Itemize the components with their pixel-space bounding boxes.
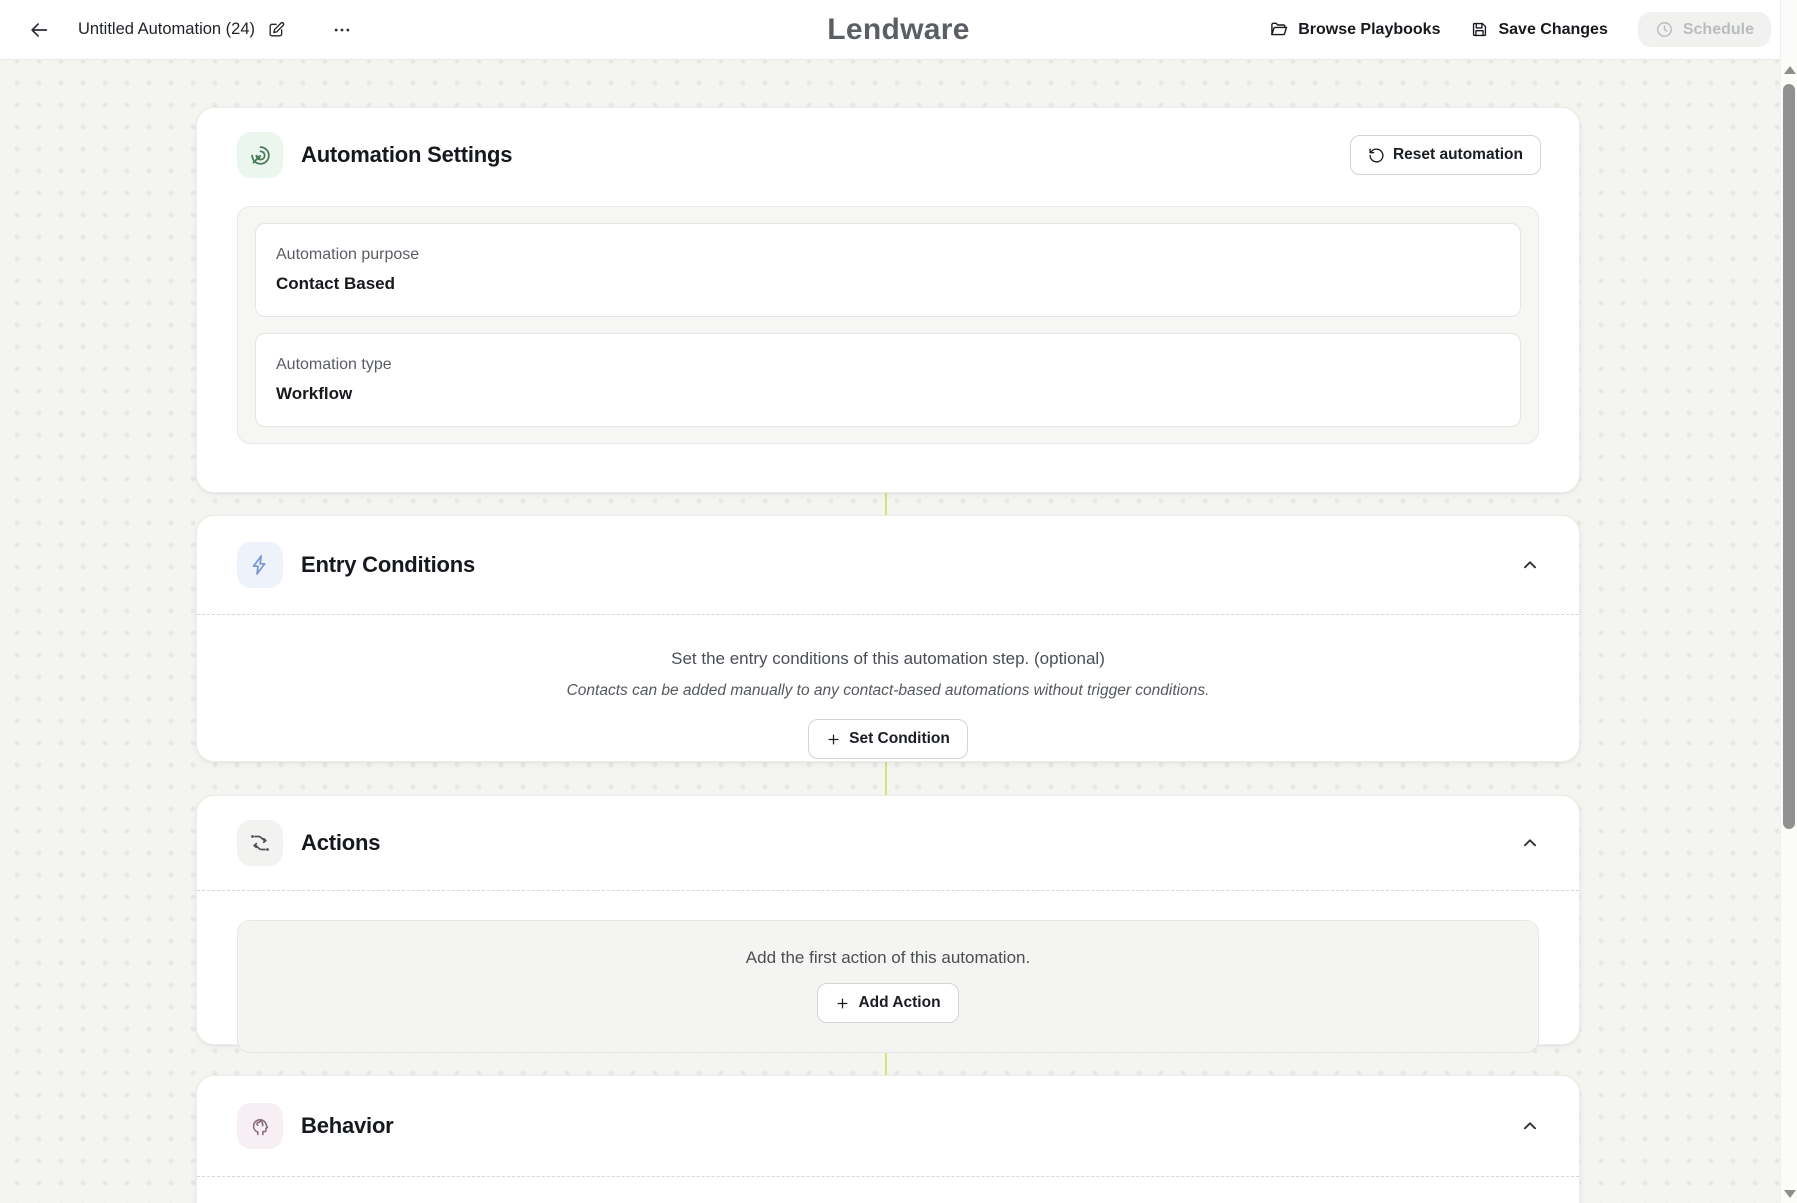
actions-collapse-button[interactable] — [1519, 832, 1541, 854]
scrollbar-thumb[interactable] — [1783, 84, 1795, 829]
back-arrow-icon — [28, 19, 50, 41]
automation-type-value: Workflow — [276, 384, 353, 403]
add-action-button[interactable] — [817, 983, 958, 1023]
scrollbar-down-arrow[interactable] — [1784, 1190, 1796, 1198]
save-changes-button[interactable] — [1470, 20, 1607, 39]
chevron-up-icon — [1519, 1115, 1541, 1137]
vertical-scrollbar — [1780, 0, 1797, 1203]
back-button[interactable] — [26, 17, 52, 43]
floppy-save-icon — [1470, 20, 1489, 39]
head-brain-icon — [237, 1103, 283, 1149]
entry-conditions-description: Set the entry conditions of this automation step. (optional) — [671, 649, 1105, 668]
plus-icon — [835, 996, 850, 1011]
behavior-card — [196, 1075, 1580, 1203]
behavior-header — [197, 1076, 1579, 1176]
entry-conditions-header — [197, 516, 1579, 614]
rename-button[interactable] — [265, 18, 288, 41]
chevron-up-icon — [1519, 554, 1541, 576]
plus-icon — [826, 732, 841, 747]
actions-title: Actions — [301, 830, 381, 855]
actions-empty-panel — [237, 920, 1539, 1053]
set-condition-label: Set Condition — [849, 730, 950, 747]
entry-conditions-note: Contacts can be added manually to any contact-based automations without trigger conditions. — [566, 682, 1210, 699]
actions-header — [197, 796, 1579, 890]
app-logo: Lendware — [827, 12, 970, 46]
more-options-button[interactable] — [330, 18, 354, 42]
folder-open-icon — [1269, 20, 1289, 40]
scrollbar-up-arrow[interactable] — [1784, 66, 1796, 74]
entry-conditions-card — [196, 515, 1580, 762]
top-bar — [0, 0, 1797, 60]
workflow-canvas — [0, 60, 1780, 1203]
automation-purpose-field[interactable] — [255, 223, 1521, 317]
browse-playbooks-label: Browse Playbooks — [1298, 20, 1441, 38]
clock-icon — [1655, 20, 1674, 39]
rotate-ccw-icon — [1368, 147, 1385, 164]
automation-title: Untitled Automation (24) — [78, 20, 256, 38]
ellipsis-icon — [332, 20, 352, 40]
lightning-bolt-icon — [237, 542, 283, 588]
behavior-collapse-button[interactable] — [1519, 1115, 1541, 1137]
actions-description: Add the first action of this automation. — [745, 948, 1031, 967]
automation-settings-title: Automation Settings — [301, 142, 513, 167]
behavior-title: Behavior — [301, 1113, 394, 1138]
browse-playbooks-button[interactable] — [1269, 20, 1440, 40]
automation-settings-header — [197, 108, 1579, 202]
automation-settings-panel — [237, 206, 1539, 444]
set-condition-button[interactable] — [808, 719, 968, 759]
automation-purpose-value: Contact Based — [276, 274, 396, 293]
reset-automation-button[interactable] — [1350, 135, 1541, 175]
schedule-label: Schedule — [1682, 20, 1754, 38]
entry-conditions-collapse-button[interactable] — [1519, 554, 1541, 576]
entry-conditions-title: Entry Conditions — [301, 552, 476, 577]
actions-card — [196, 795, 1580, 1045]
automation-type-field[interactable] — [255, 333, 1521, 427]
automation-purpose-label: Automation purpose — [276, 246, 420, 263]
reset-automation-label: Reset automation — [1392, 146, 1523, 163]
automation-target-icon — [237, 132, 283, 178]
automation-type-label: Automation type — [276, 356, 392, 373]
chevron-up-icon — [1519, 832, 1541, 854]
entry-conditions-body — [197, 615, 1579, 797]
split-arrows-icon — [237, 820, 283, 866]
actions-body — [197, 891, 1579, 1079]
automation-settings-card — [196, 107, 1580, 493]
save-changes-label: Save Changes — [1498, 20, 1608, 38]
edit-pencil-icon — [267, 20, 286, 39]
behavior-body — [197, 1177, 1579, 1203]
add-action-label: Add Action — [858, 994, 941, 1011]
schedule-button[interactable] — [1638, 12, 1771, 47]
